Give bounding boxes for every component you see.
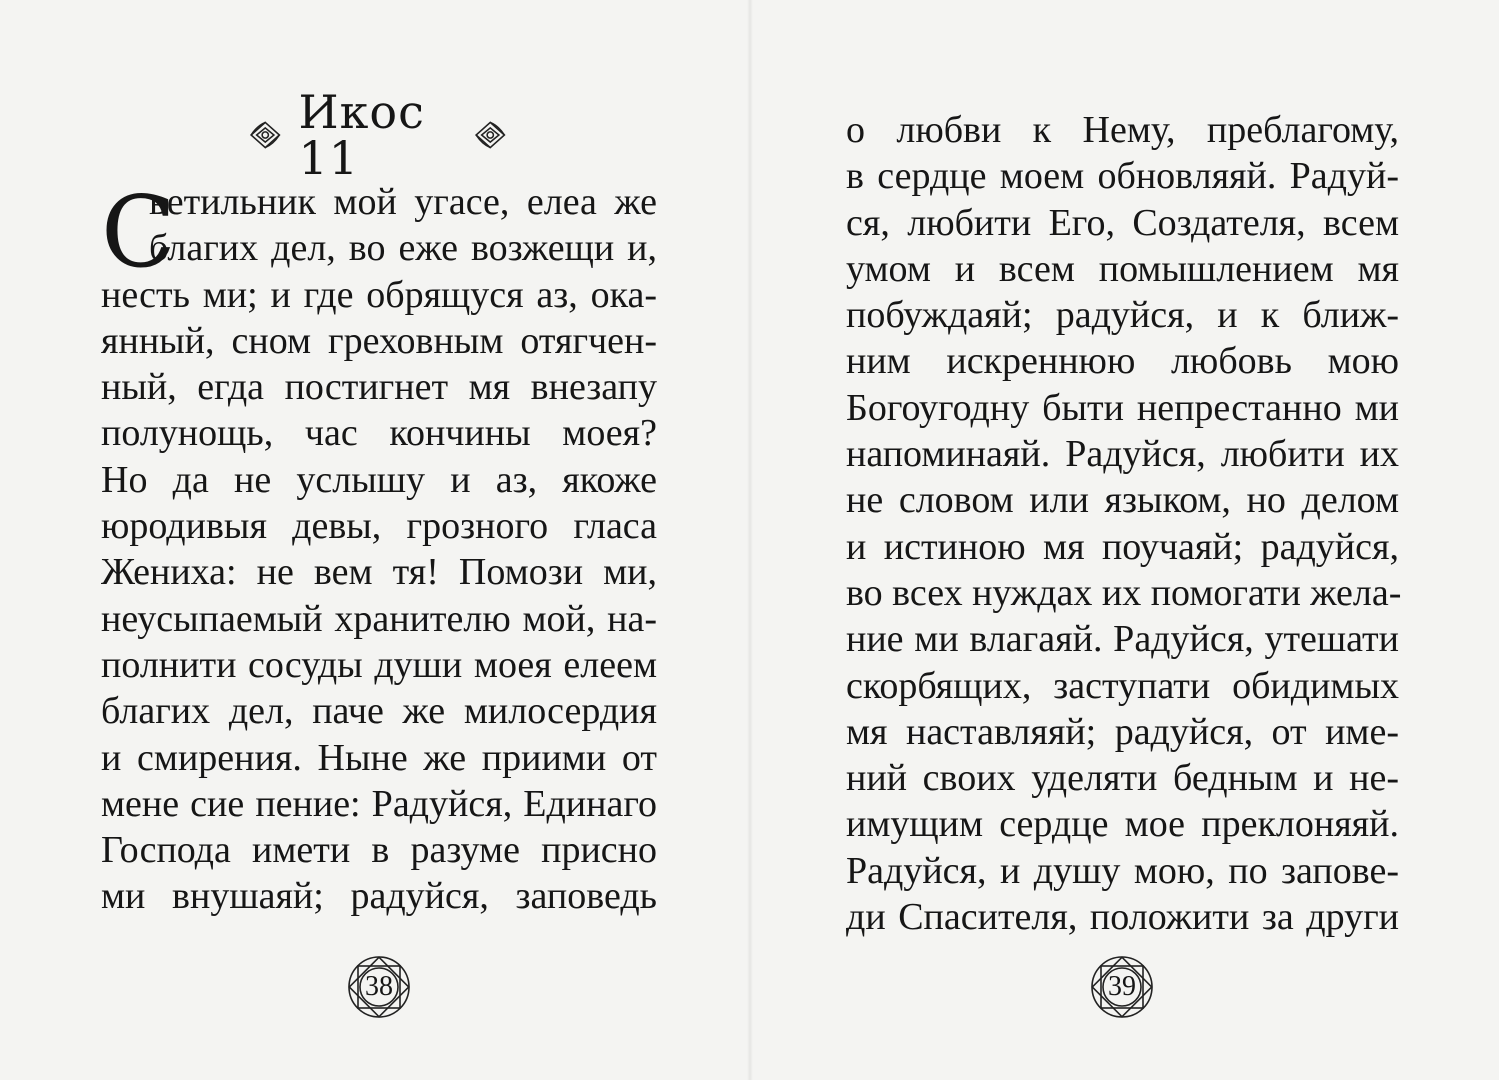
page-number-badge bbox=[1087, 952, 1157, 1022]
text-line: юродивыя девы, грозного гласа bbox=[101, 505, 657, 548]
text-line: Богоугодну быти непрестанно ми bbox=[846, 386, 1399, 429]
text-line: мя наставляяй; радуйся, от име- bbox=[846, 710, 1399, 753]
celtic-knot-icon bbox=[473, 115, 508, 155]
section-title bbox=[248, 85, 508, 185]
text-line: ми внушаяй; радуйся, заповедь bbox=[101, 875, 657, 918]
page-number-badge bbox=[344, 952, 414, 1022]
text-line: скорбящих, заступати обидимых bbox=[846, 664, 1399, 707]
text-line: ветильник мой угасе, елеа же bbox=[149, 181, 657, 223]
text-line: ный, егда постигнет мя внезапу bbox=[101, 366, 657, 409]
text-line: о любви к Нему, преблагому, bbox=[846, 109, 1399, 151]
text-line: янный, сном греховным отягчен- bbox=[101, 319, 657, 362]
text-line: имущим сердце мое преклоняяй. bbox=[846, 803, 1399, 846]
text-line: полунощь, час кончины моея? bbox=[101, 412, 657, 455]
text-line: Господа имети в разуме присно bbox=[101, 829, 657, 872]
celtic-knot-icon bbox=[248, 115, 283, 155]
text-line: и истиною мя поучаяй; радуйся, bbox=[846, 525, 1399, 568]
text-line: Радуйся, и душу мою, по запове- bbox=[846, 849, 1399, 892]
text-line: благих дел, паче же милосердия bbox=[101, 690, 657, 733]
title-text: Икос 11 bbox=[298, 85, 425, 185]
text-line: мене сие пение: Радуйся, Единаго bbox=[101, 782, 657, 825]
page-number: 39 bbox=[1108, 971, 1136, 1002]
text-line: ние ми влагаяй. Радуйся, утешати bbox=[846, 618, 1399, 661]
text-line: полнити сосуды души моея елеем bbox=[101, 643, 657, 686]
text-line: побуждаяй; радуйся, и к ближ- bbox=[846, 294, 1399, 337]
text-line: несть ми; и где обрящуся аз, ока- bbox=[101, 273, 657, 316]
text-line: Жениха: не вем тя! Помози ми, bbox=[101, 551, 657, 594]
right-text-block bbox=[846, 107, 1402, 940]
text-line: Но да не услышу и аз, якоже bbox=[101, 458, 657, 501]
text-line: благих дел, во еже возжещи и, bbox=[149, 227, 657, 270]
text-line: не словом или языком, но делом bbox=[846, 479, 1399, 522]
text-line: ди Спасителя, положити за други bbox=[846, 896, 1399, 939]
text-line: неусыпаемый хранителю мой, на- bbox=[101, 597, 657, 640]
drop-cap: С bbox=[101, 176, 176, 290]
text-line: в сердце моем обновляяй. Радуй- bbox=[846, 155, 1399, 198]
text-line: во всех нуждах их помогати жела- bbox=[846, 571, 1402, 614]
text-line: ним искреннюю любовь мою bbox=[846, 340, 1399, 383]
text-line: ся, любити Его, Создателя, всем bbox=[846, 201, 1399, 244]
text-line: умом и всем помышлением мя bbox=[846, 247, 1399, 290]
left-text-block bbox=[101, 176, 657, 920]
text-line: напоминаяй. Радуйся, любити их bbox=[846, 433, 1399, 476]
text-line: и смирения. Ныне же приими от bbox=[101, 736, 657, 779]
page-number: 38 bbox=[365, 971, 393, 1002]
text-line: ний своих уделяти бедным и не- bbox=[846, 757, 1399, 800]
